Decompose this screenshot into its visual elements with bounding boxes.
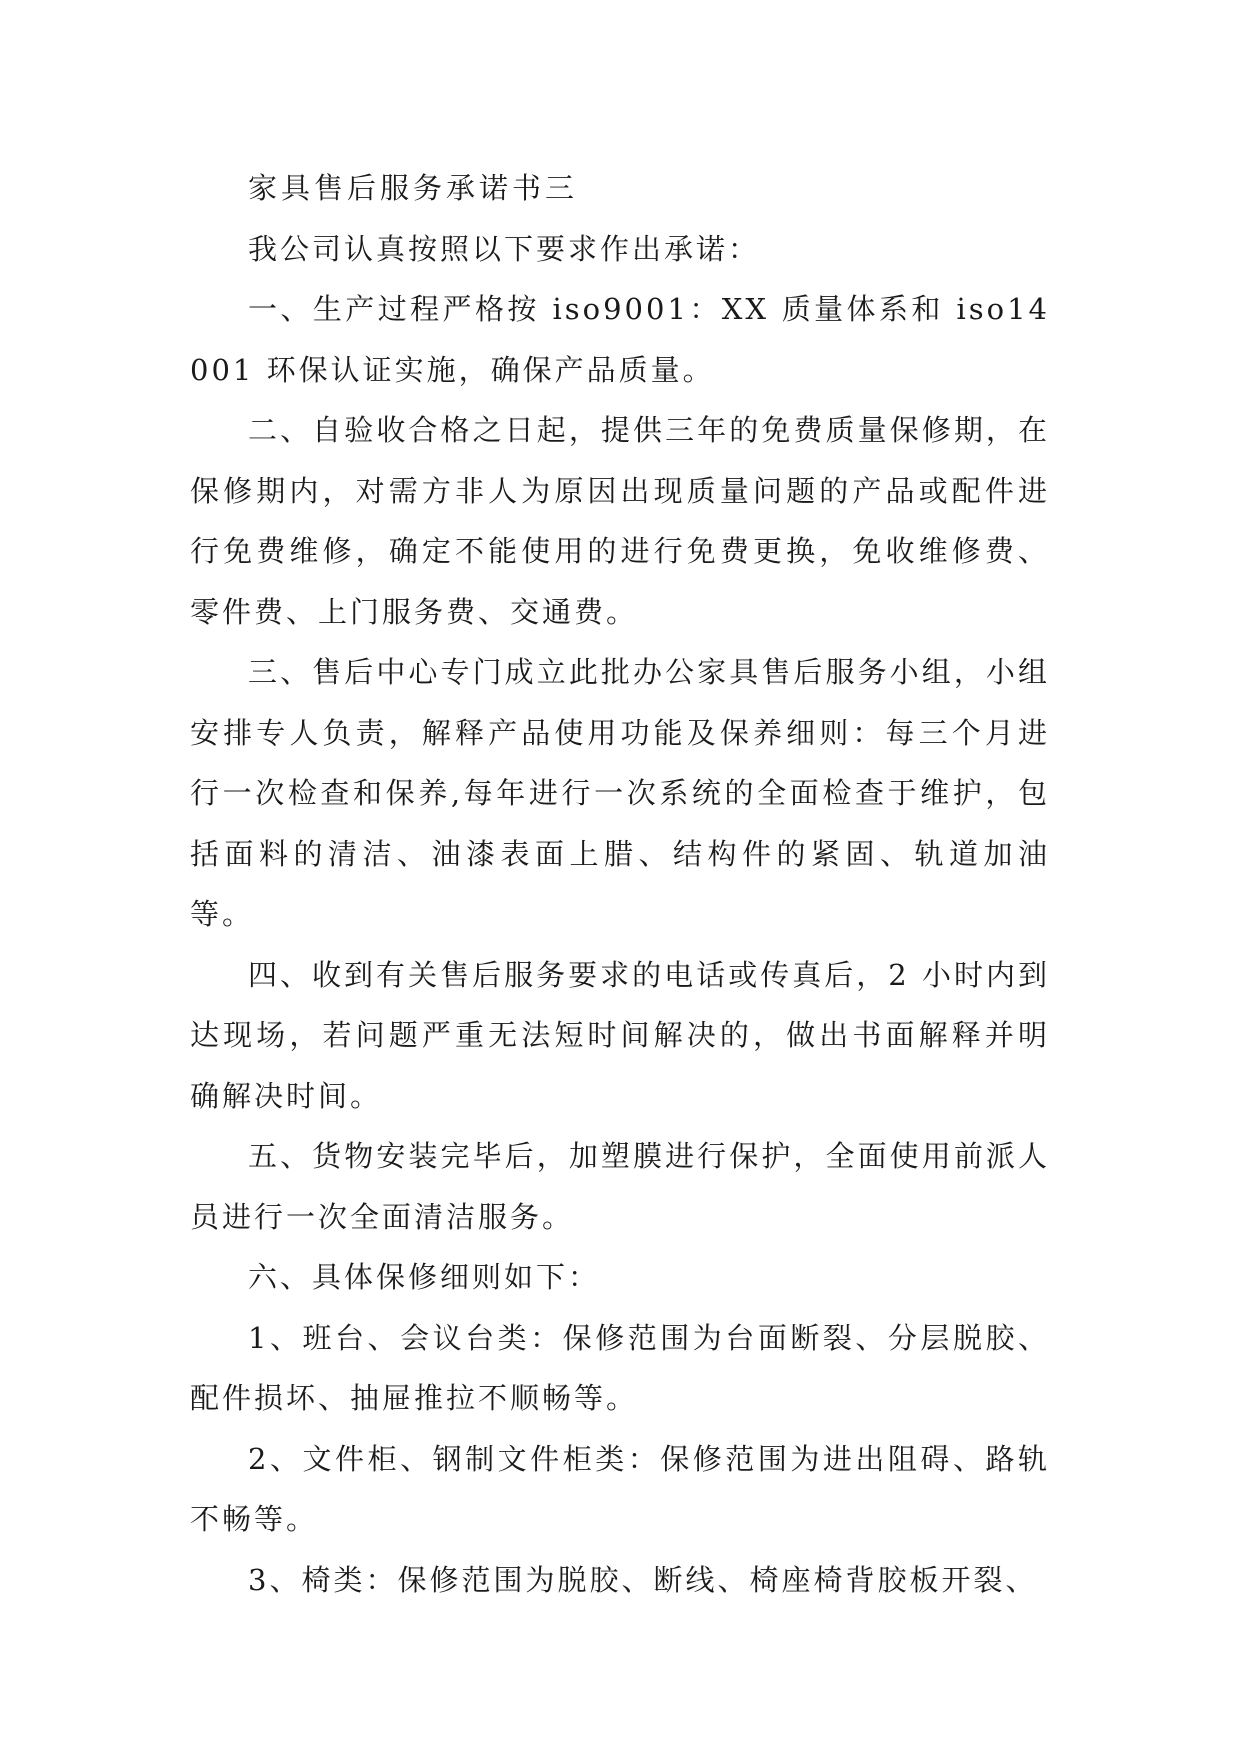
warranty-detail-1: 1、班台、会议台类：保修范围为台面断裂、分层脱胶、配件损坏、抽屉推拉不顺畅等。 bbox=[190, 1320, 1050, 1415]
paragraph-item-6: 六、具体保修细则如下： bbox=[248, 1260, 601, 1294]
paragraph-item-3: 三、售后中心专门成立此批办公家具售后服务小组，小组安排专人负责，解释产品使用功能及保养细则：每三个月进行一次检查和保养,每年进行一次系统的全面检查于维护，包括面料的清洁、油漆表面上腊、结构件的紧固、轨道加油等。 bbox=[190, 655, 1050, 931]
warranty-detail-3: 3、椅类：保修范围为脱胶、断线、椅座椅背胶板开裂、 bbox=[248, 1562, 1038, 1597]
paragraph-item-4: 四、收到有关售后服务要求的电话或传真后，2 小时内到达现场，若问题严重无法短时间解决的，做出书面解释并明确解决时间。 bbox=[190, 957, 1050, 1113]
warranty-detail-2: 2、文件柜、钢制文件柜类：保修范围为进出阻碍、路轨不畅等。 bbox=[190, 1441, 1050, 1536]
paragraph-item-2: 二、自验收合格之日起，提供三年的免费质量保修期，在保修期内，对需方非人为原因出现质量问题的产品或配件进行免费维修，确定不能使用的进行免费更换，免收维修费、零件费、上门服务费、交通费。 bbox=[190, 413, 1050, 629]
document-title: 家具售后服务承诺书三 bbox=[248, 171, 579, 205]
paragraph-item-5: 五、货物安装完毕后，加塑膜进行保护，全面使用前派人员进行一次全面清洁服务。 bbox=[190, 1139, 1050, 1234]
paragraph-item-1: 一、生产过程严格按 iso9001：XX 质量体系和 iso14001 环保认证实施，确保产品质量。 bbox=[190, 292, 1050, 387]
document-body bbox=[190, 158, 1050, 1610]
paragraph-intro: 我公司认真按照以下要求作出承诺： bbox=[248, 231, 761, 266]
